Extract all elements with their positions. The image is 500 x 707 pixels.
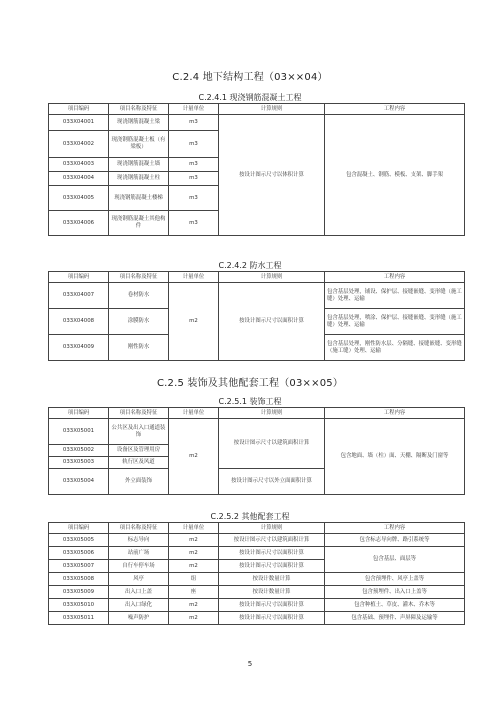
table-header-row xyxy=(49,272,465,283)
table-row xyxy=(49,547,465,560)
table-row xyxy=(49,599,465,612)
cell-code: 033X05009 xyxy=(49,586,109,599)
cell-content: 包含混凝土、钢筋、模板、支架、脚手架 xyxy=(325,115,465,236)
cell-unit: 座 xyxy=(169,586,219,599)
subsection-title-c252: C.2.5.2 其他配套工程 xyxy=(210,512,290,521)
cell-unit: m2 xyxy=(169,599,219,612)
table-row xyxy=(49,419,465,445)
table-waterproof xyxy=(48,271,465,361)
cell-name: 自行车停车场 xyxy=(109,560,169,573)
header-code: 项目编码 xyxy=(49,523,109,534)
cell-content: 包含预埋件、风亭上盖等 xyxy=(325,573,465,586)
header-rule: 计算规则 xyxy=(219,272,325,283)
cell-code: 033X05007 xyxy=(49,560,109,573)
cell-code: 033X05010 xyxy=(49,599,109,612)
header-unit: 计量单位 xyxy=(169,408,219,419)
cell-rule: 按设计图示尺寸以面积计算 xyxy=(219,599,325,612)
cell-code: 033X05004 xyxy=(49,469,109,495)
cell-code: 033X04003 xyxy=(49,158,109,172)
header-code: 项目编码 xyxy=(49,104,109,115)
cell-name: 现浇钢筋混凝土板（有梁板） xyxy=(109,131,169,158)
cell-name: 外立面装饰 xyxy=(109,469,169,495)
cell-code: 033X05011 xyxy=(49,612,109,625)
cell-code: 033X05006 xyxy=(49,547,109,560)
cell-code: 033X04002 xyxy=(49,131,109,158)
cell-unit: m3 xyxy=(169,211,219,236)
cell-code: 033X05008 xyxy=(49,573,109,586)
header-rule: 计算规则 xyxy=(219,104,325,115)
header-unit: 计量单位 xyxy=(169,523,219,534)
page-number: 5 xyxy=(247,660,253,668)
cell-code: 033X04001 xyxy=(49,115,109,131)
header-name: 项目名称及特征 xyxy=(109,523,169,534)
header-code: 项目编码 xyxy=(49,408,109,419)
header-content: 工程内容 xyxy=(325,408,465,419)
cell-unit: m3 xyxy=(169,186,219,211)
header-name: 项目名称及特征 xyxy=(109,272,169,283)
table-row xyxy=(49,534,465,547)
cell-rule: 按设计图示尺寸以面积计算 xyxy=(219,612,325,625)
cell-rule: 按设计图示尺寸以体积计算 xyxy=(219,115,325,236)
header-content: 工程内容 xyxy=(325,523,465,534)
cell-code: 033X05005 xyxy=(49,534,109,547)
cell-content: 包含基层处理，喷涂、保护层、接缝嵌缝、变形缝（施工缝）处理、运输 xyxy=(325,309,465,335)
cell-code: 033X04007 xyxy=(49,283,109,309)
cell-name: 现浇钢筋混凝土墙 xyxy=(109,158,169,172)
cell-unit: m2 xyxy=(169,560,219,573)
cell-name: 标志导向 xyxy=(109,534,169,547)
cell-rule: 按设计图示尺寸以建筑面积计算 xyxy=(219,419,325,469)
cell-code: 033X04008 xyxy=(49,309,109,335)
table-row xyxy=(49,612,465,625)
cell-code: 033X04004 xyxy=(49,172,109,186)
table-header-row xyxy=(49,408,465,419)
cell-name: 现浇钢筋混凝土梁 xyxy=(109,115,169,131)
cell-unit: m3 xyxy=(169,158,219,172)
cell-content: 包含基层、面层等 xyxy=(325,547,465,573)
cell-code: 033X05002 xyxy=(49,445,109,457)
cell-name: 轨行区及风道 xyxy=(109,457,169,469)
table-row xyxy=(49,586,465,599)
cell-unit: m2 xyxy=(169,612,219,625)
cell-name: 现浇钢筋混凝土楼梯 xyxy=(109,186,169,211)
cell-rule: 按设计图示尺寸以面积计算 xyxy=(219,283,325,361)
header-code: 项目编码 xyxy=(49,272,109,283)
cell-content: 包含预埋件、出入口上盖等 xyxy=(325,586,465,599)
cell-content: 包含标志导向牌、路引系统等 xyxy=(325,534,465,547)
subsection-title-c241: C.2.4.1 现浇钢筋混凝土工程 xyxy=(198,93,302,102)
cell-code: 033X04009 xyxy=(49,335,109,361)
cell-rule: 按设计数量计算 xyxy=(219,586,325,599)
cell-content: 包含地面、墙（柱）面、天棚、隔断及门窗等 xyxy=(325,419,465,495)
header-rule: 计算规则 xyxy=(219,408,325,419)
cell-name: 公共区及出入口通道装饰 xyxy=(109,419,169,445)
table-row xyxy=(49,115,465,131)
cell-rule: 按设计图示尺寸以建筑面积计算 xyxy=(219,534,325,547)
cell-rule: 按设计图示尺寸以面积计算 xyxy=(219,547,325,560)
table-decoration xyxy=(48,407,465,495)
cell-name: 站前广场 xyxy=(109,547,169,560)
table-header-row xyxy=(49,523,465,534)
subsection-title-c251: C.2.5.1 装饰工程 xyxy=(218,397,282,406)
header-content: 工程内容 xyxy=(325,272,465,283)
header-content: 工程内容 xyxy=(325,104,465,115)
cell-code: 033X05001 xyxy=(49,419,109,445)
cell-code: 033X05003 xyxy=(49,457,109,469)
cell-name: 刚性防水 xyxy=(109,335,169,361)
header-name: 项目名称及特征 xyxy=(109,408,169,419)
header-unit: 计量单位 xyxy=(169,104,219,115)
header-rule: 计算规则 xyxy=(219,523,325,534)
cell-name: 噪声防护 xyxy=(109,612,169,625)
table-header-row xyxy=(49,104,465,115)
table-concrete xyxy=(48,103,465,236)
cell-unit: m2 xyxy=(169,283,219,361)
cell-name: 设备区及管理用房 xyxy=(109,445,169,457)
table-row xyxy=(49,283,465,309)
cell-code: 033X04005 xyxy=(49,186,109,211)
cell-unit: m2 xyxy=(169,534,219,547)
cell-name: 涂膜防水 xyxy=(109,309,169,335)
cell-content: 包含基础、预埋件、声屏障及运输等 xyxy=(325,612,465,625)
cell-unit: m3 xyxy=(169,115,219,131)
section-title-c25: C.2.5 装饰及其他配套工程（03××05） xyxy=(156,378,344,389)
cell-rule: 按设计图示尺寸以外立面面积计算 xyxy=(219,469,325,495)
cell-name: 风亭 xyxy=(109,573,169,586)
cell-name: 现浇钢筋混凝土其他构件 xyxy=(109,211,169,236)
cell-rule: 按设计数量计算 xyxy=(219,573,325,586)
cell-content: 包含种植土、草皮、灌木、乔木等 xyxy=(325,599,465,612)
cell-name: 现浇钢筋混凝土柱 xyxy=(109,172,169,186)
header-unit: 计量单位 xyxy=(169,272,219,283)
cell-name: 出入口上盖 xyxy=(109,586,169,599)
table-other xyxy=(48,522,465,625)
header-name: 项目名称及特征 xyxy=(109,104,169,115)
cell-name: 出入口绿化 xyxy=(109,599,169,612)
cell-code: 033X04006 xyxy=(49,211,109,236)
cell-unit: m3 xyxy=(169,172,219,186)
subsection-title-c242: C.2.4.2 防水工程 xyxy=(218,261,282,270)
cell-unit: m2 xyxy=(169,547,219,560)
section-title-c24: C.2.4 地下结构工程（03××04） xyxy=(172,72,328,83)
table-row xyxy=(49,573,465,586)
cell-rule: 按设计图示尺寸以面积计算 xyxy=(219,560,325,573)
cell-unit: m2 xyxy=(169,419,219,495)
cell-name: 卷材防水 xyxy=(109,283,169,309)
cell-unit: m3 xyxy=(169,131,219,158)
cell-unit: 组 xyxy=(169,573,219,586)
cell-content: 包含基层处理，铺设、保护层、接缝嵌缝、变形缝（施工缝）处理、运输 xyxy=(325,283,465,309)
cell-content: 包含基层处理，刚性防水层、分隔缝、接缝嵌缝、变形缝（施工缝）处理、运输 xyxy=(325,335,465,361)
